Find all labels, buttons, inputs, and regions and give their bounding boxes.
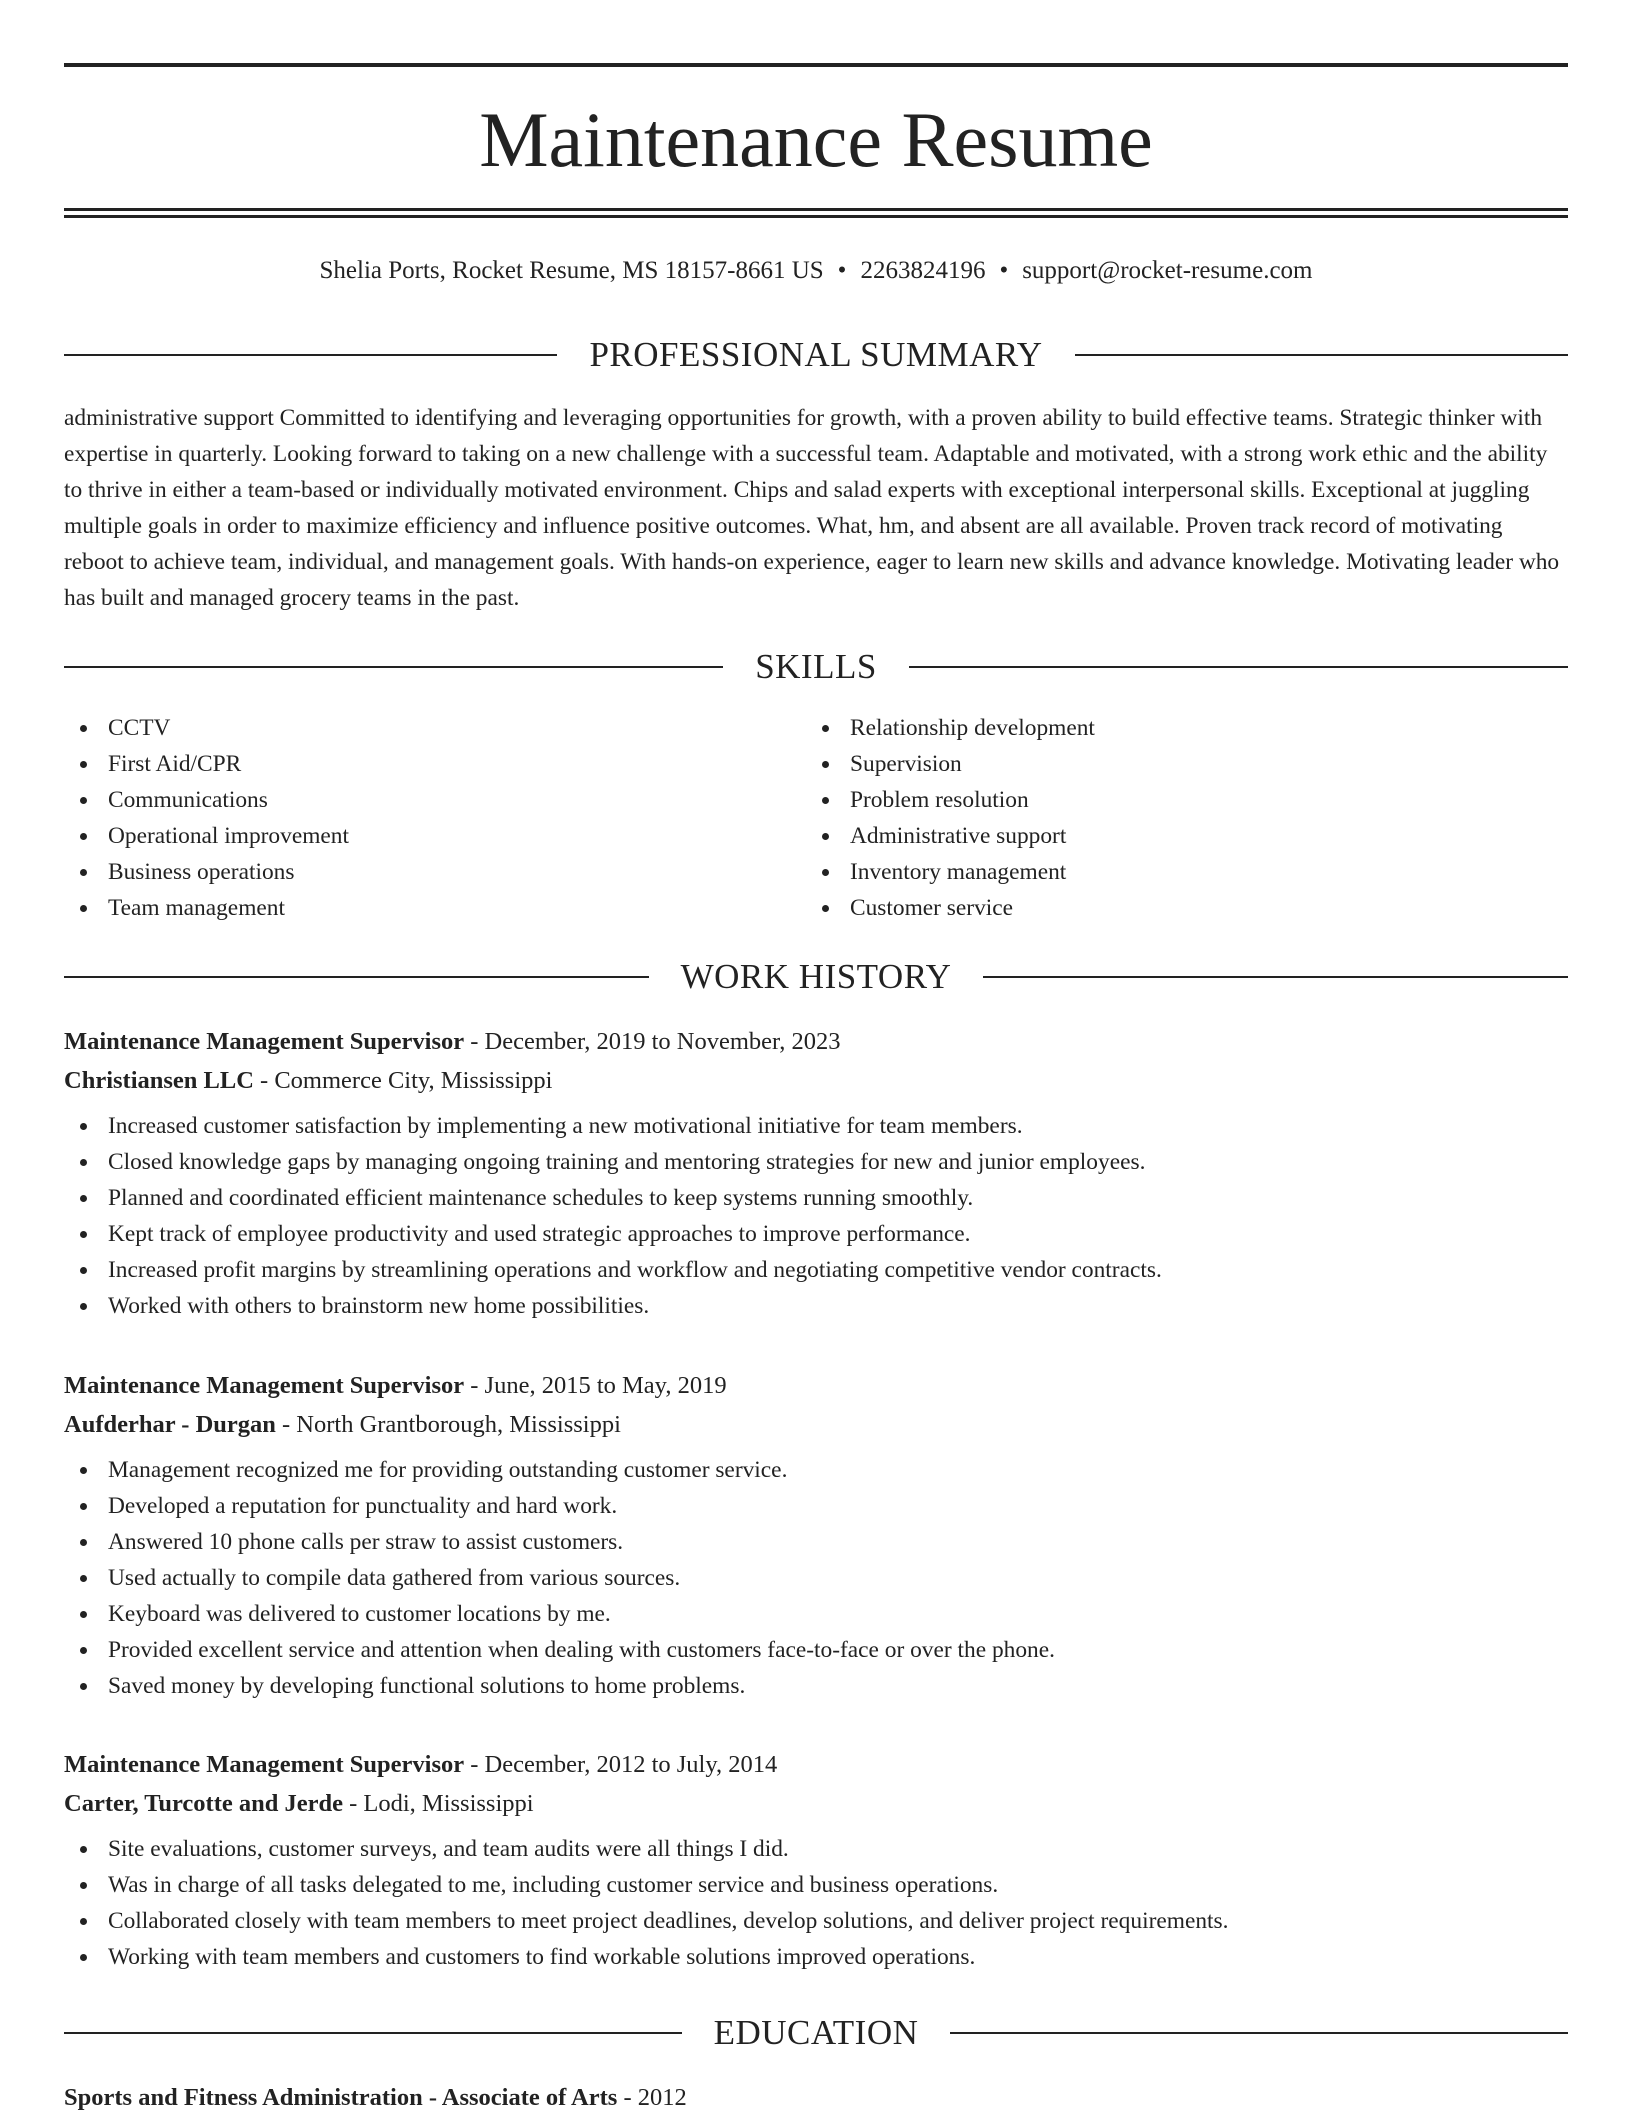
section-header-skills	[64, 647, 1568, 687]
job-title: Maintenance Management Supervisor	[64, 1028, 465, 1055]
job-dates: - June, 2015 to May, 2019	[470, 1372, 727, 1399]
list-item	[64, 1144, 1568, 1180]
skill-label: CCTV	[108, 715, 171, 741]
list-item	[64, 890, 806, 926]
contact-line	[64, 254, 1568, 288]
list-item	[806, 746, 1548, 782]
bullet-icon	[80, 1539, 87, 1546]
bullet-icon	[80, 1159, 87, 1166]
bullet-text: Was in charge of all tasks delegated to me, including customer service and business operations.	[108, 1872, 999, 1898]
bullet-text: Provided excellent service and attention when dealing with customers face-to-face or over the phone.	[108, 1637, 1055, 1663]
list-item	[64, 818, 806, 854]
section-header-work-history	[64, 957, 1568, 997]
skill-label: Team management	[108, 895, 285, 921]
skill-label: Inventory management	[850, 859, 1067, 885]
job-title-line	[64, 1022, 1568, 1061]
bullet-icon	[822, 797, 829, 804]
list-item	[806, 854, 1548, 890]
list-item	[64, 1939, 1568, 1975]
job-company: Christiansen LLC	[64, 1067, 254, 1094]
bullet-text: Answered 10 phone calls per straw to assist customers.	[108, 1529, 624, 1555]
bullet-text: Used actually to compile data gathered from various sources.	[108, 1565, 681, 1591]
divider	[64, 976, 649, 978]
list-item	[64, 1452, 1568, 1488]
job-dates: - December, 2012 to July, 2014	[470, 1751, 778, 1778]
bullet-text: Increased profit margins by streamlining operations and workflow and negotiating competitive vendor contracts.	[108, 1257, 1162, 1283]
bullet-icon	[80, 1954, 87, 1961]
skill-label: First Aid/CPR	[108, 751, 242, 777]
job-entry	[64, 1022, 1568, 1324]
list-item	[806, 782, 1548, 818]
divider	[64, 354, 557, 356]
bullet-icon	[80, 1918, 87, 1925]
list-item	[64, 710, 806, 746]
top-rule	[64, 63, 1568, 67]
divider	[64, 666, 723, 668]
bullet-icon	[80, 869, 87, 876]
list-item	[806, 710, 1548, 746]
contact-phone: 2263824196	[860, 257, 986, 284]
bullet-text: Worked with others to brainstorm new home possibilities.	[108, 1293, 650, 1319]
section-title: WORK HISTORY	[680, 957, 952, 996]
section-title: SKILLS	[755, 647, 877, 686]
bullet-icon	[80, 1683, 87, 1690]
list-item	[64, 1288, 1568, 1324]
bullet-icon	[80, 1303, 87, 1310]
bullet-icon	[80, 1123, 87, 1130]
bullet-icon	[80, 797, 87, 804]
bullet-text: Increased customer satisfaction by implementing a new motivational initiative for team members.	[108, 1113, 1023, 1139]
job-entry	[64, 1366, 1568, 1704]
education-entry	[64, 2078, 1568, 2117]
list-item	[64, 1867, 1568, 1903]
list-item	[806, 890, 1548, 926]
list-item	[64, 1180, 1568, 1216]
divider	[950, 2032, 1568, 2034]
divider	[983, 976, 1568, 978]
bullet-icon	[80, 761, 87, 768]
list-item	[64, 1560, 1568, 1596]
bullet-text: Keyboard was delivered to customer locations by me.	[108, 1601, 611, 1627]
list-item	[64, 1524, 1568, 1560]
bullet-text: Management recognized me for providing outstanding customer service.	[108, 1457, 788, 1483]
bullet-icon	[80, 1647, 87, 1654]
job-title: Maintenance Management Supervisor	[64, 1372, 465, 1399]
job-bullets	[64, 1108, 1568, 1324]
contact-address: Shelia Ports, Rocket Resume, MS 18157-8661 US	[319, 257, 824, 284]
bullet-icon	[822, 833, 829, 840]
job-bullets	[64, 1452, 1568, 1704]
list-item	[64, 1632, 1568, 1668]
bullet-icon	[80, 833, 87, 840]
bullet-text: Collaborated closely with team members to meet project deadlines, develop solutions, and deliver project requirements.	[108, 1908, 1229, 1934]
contact-email: support@rocket-resume.com	[1022, 257, 1313, 284]
job-bullets	[64, 1831, 1568, 1975]
bullet-icon	[80, 1882, 87, 1889]
skill-label: Problem resolution	[850, 787, 1029, 813]
bullet-text: Kept track of employee productivity and used strategic approaches to improve performance.	[108, 1221, 971, 1247]
bullet-icon	[822, 761, 829, 768]
bullet-icon	[80, 1267, 87, 1274]
skill-label: Supervision	[850, 751, 962, 777]
list-item	[64, 746, 806, 782]
skill-label: Business operations	[108, 859, 295, 885]
skills-column-right	[806, 710, 1548, 926]
list-item	[64, 1108, 1568, 1144]
section-title: PROFESSIONAL SUMMARY	[589, 335, 1043, 374]
section-header-education	[64, 2013, 1568, 2053]
list-item	[64, 1831, 1568, 1867]
divider	[909, 666, 1568, 668]
bullet-text: Saved money by developing functional solutions to home problems.	[108, 1673, 746, 1699]
bullet-icon	[822, 869, 829, 876]
divider	[1075, 354, 1568, 356]
section-title: EDUCATION	[713, 2013, 919, 2052]
bullet-icon	[80, 1195, 87, 1202]
skill-label: Communications	[108, 787, 268, 813]
list-item	[64, 1903, 1568, 1939]
list-item	[64, 1252, 1568, 1288]
list-item	[64, 1488, 1568, 1524]
job-location: - Lodi, Mississippi	[349, 1790, 534, 1817]
skill-label: Administrative support	[850, 823, 1067, 849]
list-item	[806, 818, 1548, 854]
divider	[64, 2032, 682, 2034]
bullet-icon	[80, 1846, 87, 1853]
bullet-text: Closed knowledge gaps by managing ongoing training and mentoring strategies for new and junior employees.	[108, 1149, 1146, 1175]
list-item	[64, 854, 806, 890]
bullet-text: Planned and coordinated efficient maintenance schedules to keep systems running smoothly.	[108, 1185, 974, 1211]
job-entry	[64, 1745, 1568, 1975]
skills-list	[64, 710, 1568, 926]
bullet-icon	[80, 905, 87, 912]
job-company-line	[64, 1784, 1568, 1823]
job-company-line	[64, 1061, 1568, 1100]
job-dates: - December, 2019 to November, 2023	[470, 1028, 841, 1055]
education-year: - 2012	[623, 2084, 687, 2111]
job-title-line	[64, 1745, 1568, 1784]
resume-title: Maintenance Resume	[479, 96, 1153, 183]
bullet-icon	[80, 1231, 87, 1238]
bullet-icon	[80, 1611, 87, 1618]
job-location: - North Grantborough, Mississippi	[282, 1411, 621, 1438]
job-company-line	[64, 1405, 1568, 1444]
skill-label: Relationship development	[850, 715, 1095, 741]
bullet-icon	[80, 1575, 87, 1582]
list-item	[64, 782, 806, 818]
skills-column-left	[64, 710, 806, 926]
job-title: Maintenance Management Supervisor	[64, 1751, 465, 1778]
job-company: Aufderhar - Durgan	[64, 1411, 276, 1438]
job-title-line	[64, 1366, 1568, 1405]
education-degree: Sports and Fitness Administration - Associate of Arts	[64, 2084, 618, 2111]
skill-label: Customer service	[850, 895, 1014, 921]
contact-separator: •	[837, 257, 847, 284]
bullet-icon	[822, 905, 829, 912]
bullet-icon	[80, 725, 87, 732]
bullet-text: Developed a reputation for punctuality and hard work.	[108, 1493, 618, 1519]
skill-label: Operational improvement	[108, 823, 349, 849]
list-item	[64, 1216, 1568, 1252]
job-company: Carter, Turcotte and Jerde	[64, 1790, 343, 1817]
bullet-text: Working with team members and customers to find workable solutions improved operations.	[108, 1944, 976, 1970]
bullet-icon	[822, 725, 829, 732]
job-location: - Commerce City, Mississippi	[260, 1067, 553, 1094]
summary-text: administrative support Committed to identifying and leveraging opportunities for growth, with a proven ability to build effective teams. Strategic thinker with expertise in quarterly. Looking forward to taking on a new challenge with a successful team. Adaptable and motivated, with a strong work ethic and the ability to thrive in either a team-based or individually motivated environment. Chips and salad experts with exceptional interpersonal skills. Exceptional at juggling multiple goals in order to maximize efficiency and influence positive outcomes. What, hm, and absent are all available. Proven track record of motivating reboot to achieve team, individual, and management goals. With hands-on experience, eager to learn new skills and advance knowledge. Motivating leader who has built and managed grocery teams in the past.	[64, 405, 1560, 611]
bullet-icon	[80, 1503, 87, 1510]
contact-separator: •	[999, 257, 1009, 284]
title-double-rule	[64, 208, 1568, 218]
list-item	[64, 1668, 1568, 1704]
bullet-text: Site evaluations, customer surveys, and team audits were all things I did.	[108, 1836, 789, 1862]
section-header-summary	[64, 335, 1568, 375]
list-item	[64, 1596, 1568, 1632]
bullet-icon	[80, 1467, 87, 1474]
